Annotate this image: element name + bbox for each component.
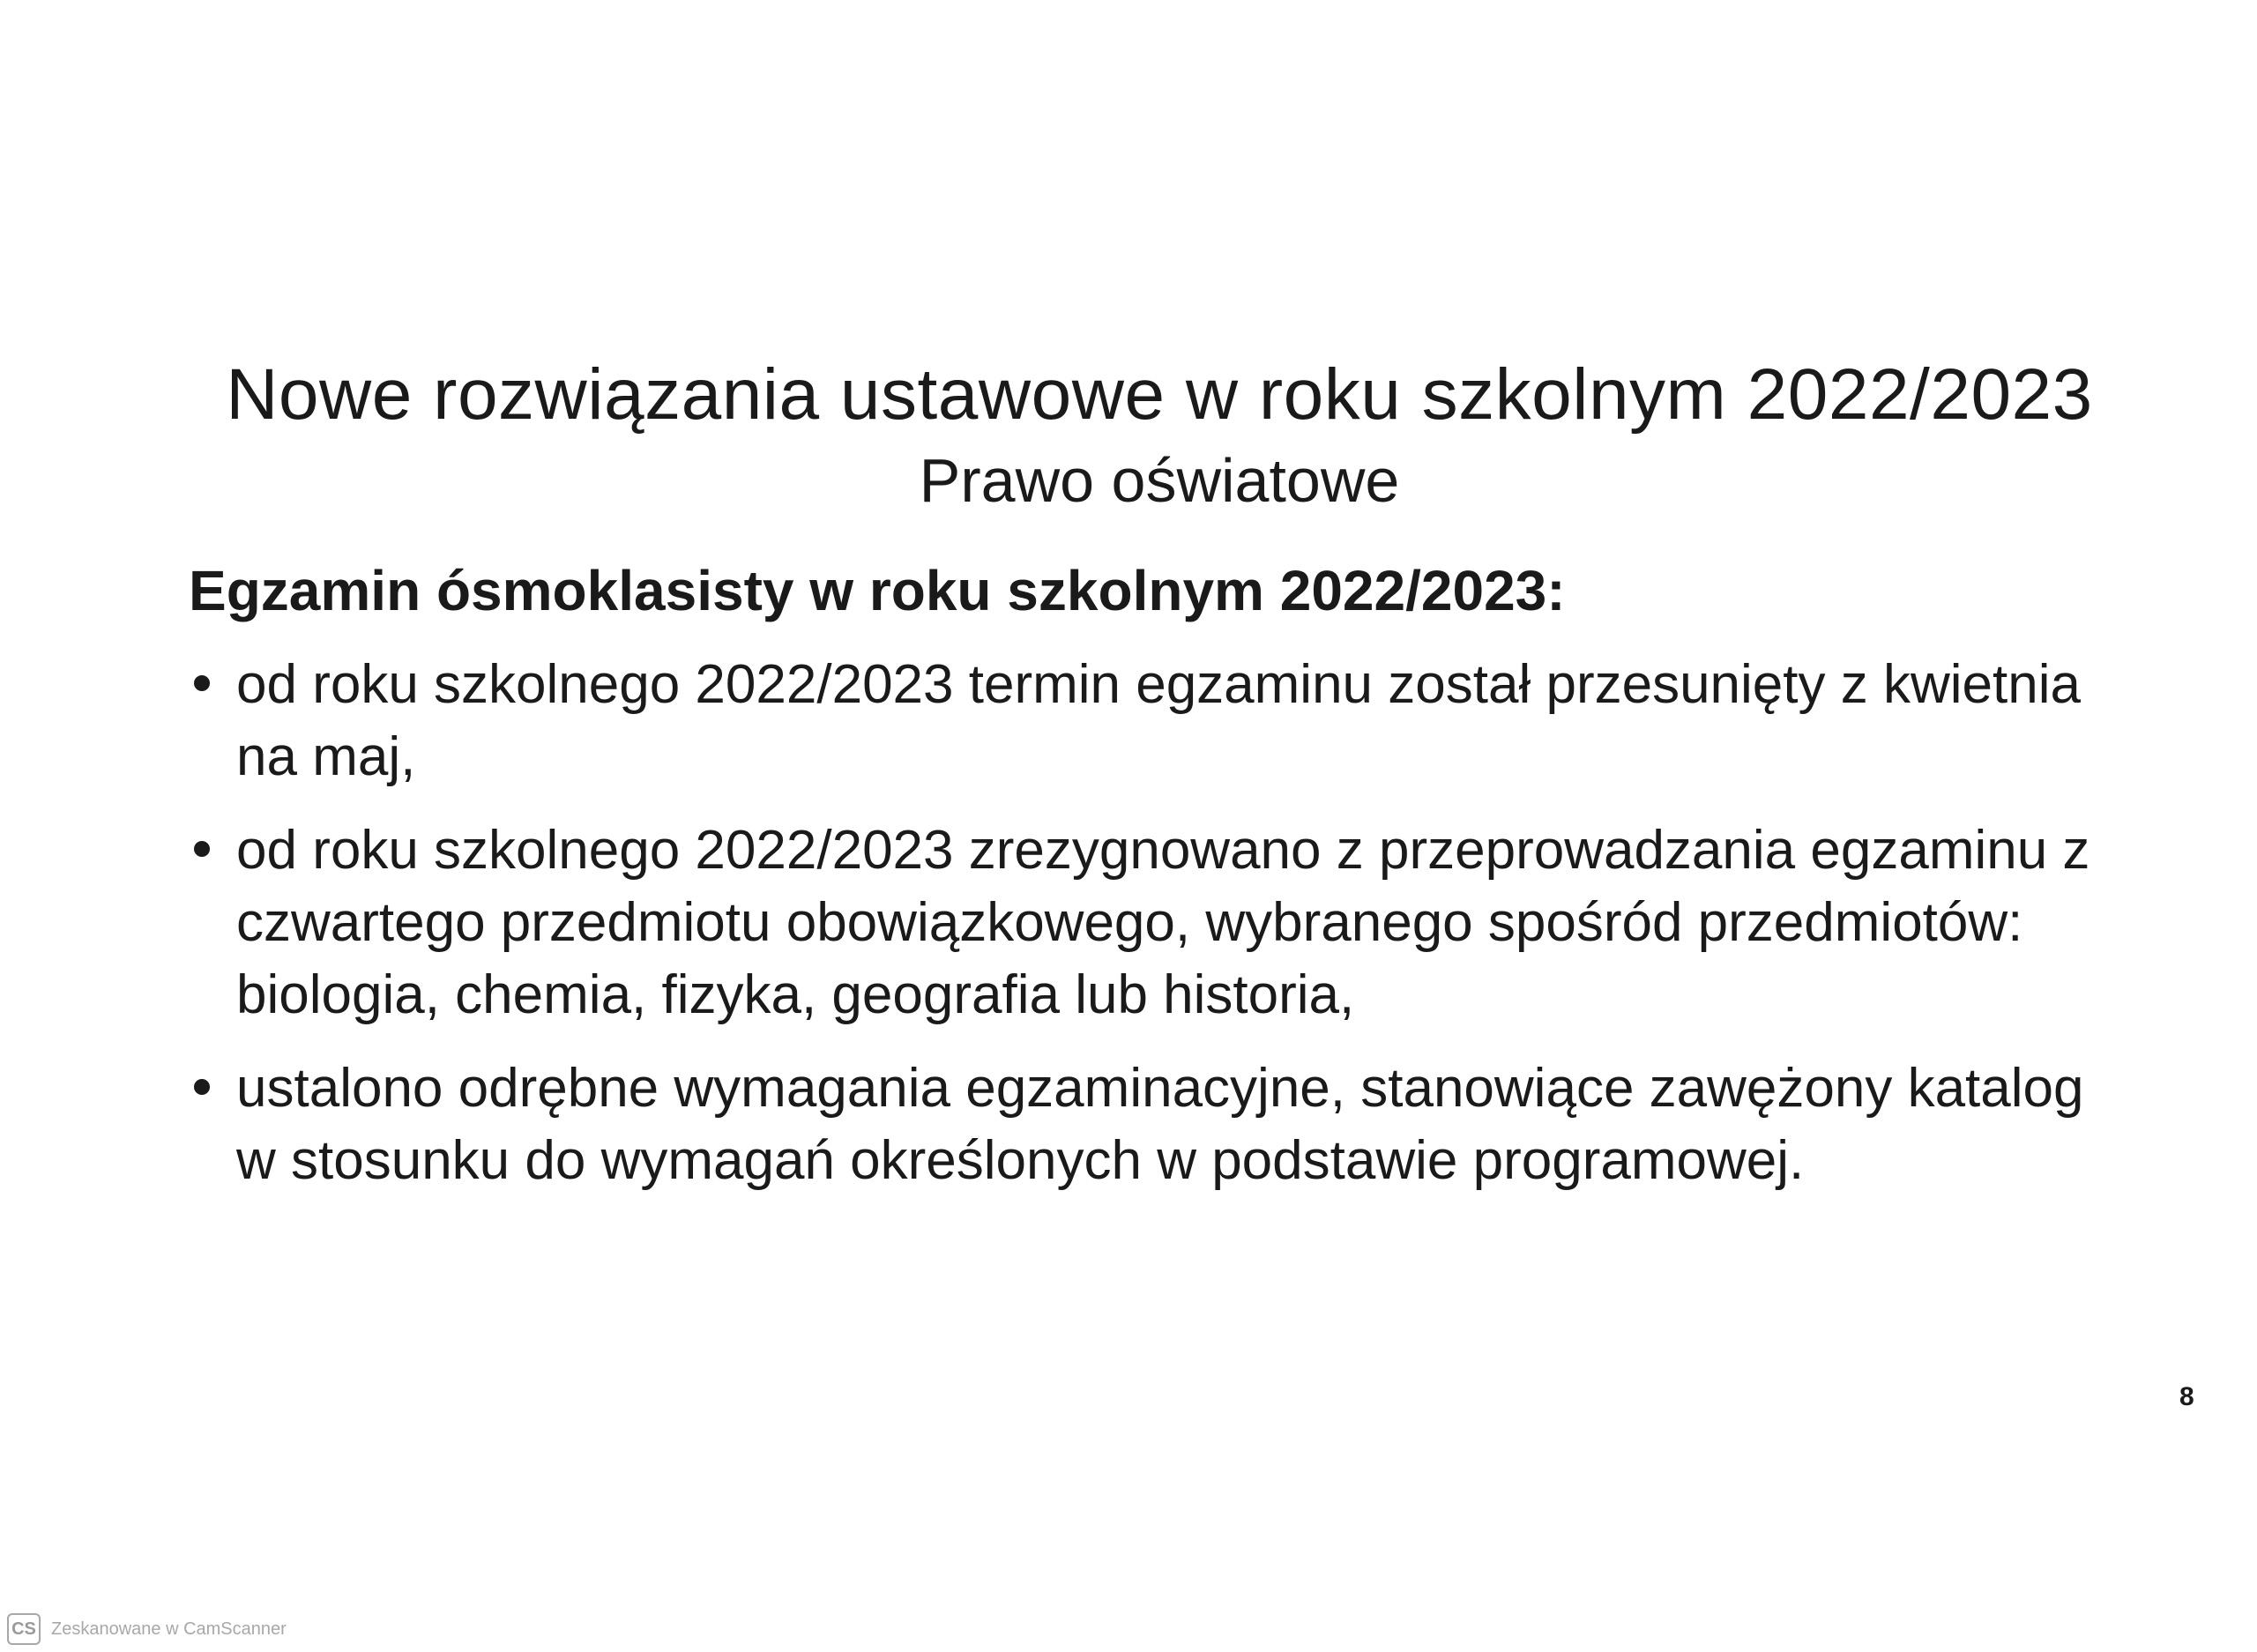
bullet-dot-icon (194, 1079, 210, 1095)
watermark-text: Zeskanowane w CamScanner (51, 1619, 287, 1639)
bullet-text: ustalono odrębne wymagania egzaminacyjne, stanowiące zawężony katalog w stosunku do wymagań określonych w podstawie programowej. (236, 1058, 2084, 1191)
bullet-item (189, 1053, 2111, 1197)
page-number: 8 (2179, 1382, 2194, 1411)
bullet-item (189, 649, 2111, 793)
camscanner-logo-icon: CS (7, 1613, 41, 1645)
bullet-list (189, 649, 2111, 1218)
bullet-dot-icon (194, 675, 210, 691)
slide-title: Nowe rozwiązania ustawowe w roku szkolnym 2022/2023 (226, 354, 2093, 435)
bullet-text: od roku szkolnego 2022/2023 zrezygnowano z przeprowadzania egzaminu z czwartego przedmiotu obowiązkowego, wybranego spośród przedmiotów: biologia, chemia, fizyka, geografia lub historia, (236, 820, 2090, 1025)
bullet-text: od roku szkolnego 2022/2023 termin egzaminu został przesunięty z kwietnia na maj, (236, 654, 2081, 787)
slide-subtitle: Prawo oświatowe (919, 446, 1400, 515)
camscanner-watermark (7, 1613, 287, 1645)
bullet-dot-icon (194, 841, 210, 857)
section-heading: Egzamin ósmoklasisty w roku szkolnym 2022/2023: (189, 559, 1566, 622)
bullet-item (189, 815, 2111, 1031)
